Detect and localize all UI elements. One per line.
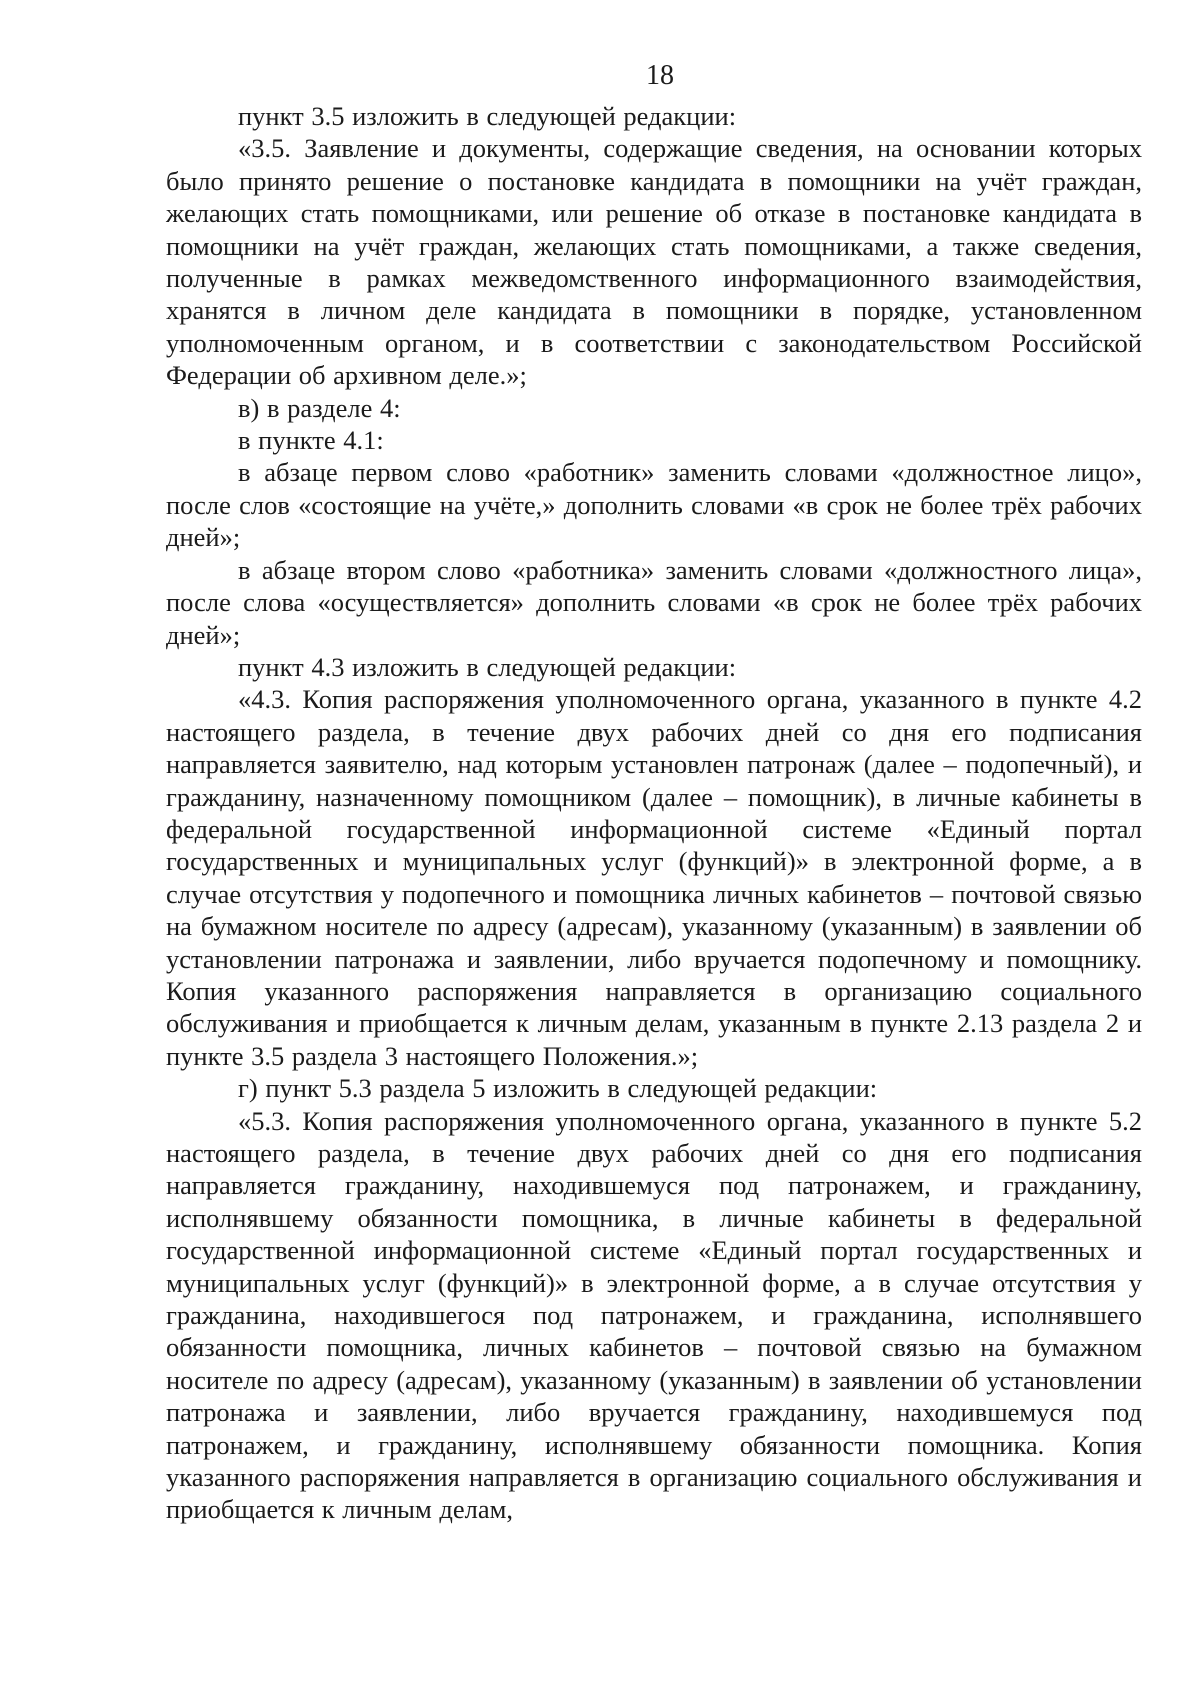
paragraph-item-5-3-intro: г) пункт 5.3 раздела 5 изложить в следующей редакции: <box>238 1073 878 1104</box>
paragraph-item-4-1-second-abzac: в абзаце втором слово «работника» заменить словами «должностного лица», после слова «осуществляется» дополнить словами «в срок не более трёх рабочих дней»; <box>166 554 1142 650</box>
paragraph-item-3-5-text: «3.5. Заявление и документы, содержащие сведения, на основании которых было принято решение о постановке кандидата в помощники на учёт граждан, желающих стать помощниками, или решение об отказе в постановке кандидата в помощники на учёт граждан, желающих стать помощниками, а также сведения, полученные в рамках межведомственного информационного взаимодействия, хранятся в личном деле кандидата в помощники в порядке, установленном уполномоченным органом, и в соответствии с законодательством Российской Федерации об архивном деле.»; <box>166 133 1142 391</box>
page-number: 18 <box>646 60 674 91</box>
paragraph-item-4-1-first-abzac: в абзаце первом слово «работник» заменить словами «должностное лицо», после слов «состоящие на учёте,» дополнить словами «в срок не более трёх рабочих дней»; <box>166 457 1142 553</box>
paragraph-item-5-3-text: «5.3. Копия распоряжения уполномоченного органа, указанного в пункте 5.2 настоящего раздела, в течение двух рабочих дней со дня его подписания направляется гражданину, находившемуся под патронажем, и гражданину, исполнявшему обязанности помощника, в личные кабинеты в федеральной государственной информационной системе «Единый портал государственных и муниципальных услуг (функций)» в электронной форме, а в случае отсутствия у гражданина, находившегося под патронажем, и гражданина, исполнявшего обязанности помощника, личных кабинетов – почтовой связью на бумажном носителе по адресу (адресам), указанному (указанным) в заявлении об установлении патронажа и заявлении, либо вручается гражданину, находившемуся под патронажем, и гражданину, исполнявшему обязанности помощника. Копия указанного распоряжения направляется в организацию социального обслуживания и приобщается к личным делам, <box>166 1105 1142 1525</box>
paragraph-item-4-3-intro: пункт 4.3 изложить в следующей редакции: <box>238 651 737 682</box>
paragraph-item-3-5-intro: пункт 3.5 изложить в следующей редакции: <box>238 101 737 131</box>
document-body <box>166 100 1142 1526</box>
paragraph-item-4-1-heading: в пункте 4.1: <box>238 425 384 456</box>
paragraph-section-4-heading: в) в разделе 4: <box>238 392 401 423</box>
paragraph-item-4-3-text: «4.3. Копия распоряжения уполномоченного органа, указанного в пункте 4.2 настоящего раздела, в течение двух рабочих дней со дня его подписания направляется заявителю, над которым установлен патронаж (далее – подопечный), и гражданину, назначенному помощником (далее – помощник), в личные кабинеты в федеральной государственной информационной системе «Единый портал государственных и муниципальных услуг (функций)» в электронной форме, а в случае отсутствия у подопечного и помощника личных кабинетов – почтовой связью на бумажном носителе по адресу (адресам), указанному (указанным) в заявлении об установлении патронажа и заявлении, либо вручается подопечному и помощнику. Копия указанного распоряжения направляется в организацию социального обслуживания и приобщается к личным делам, указанным в пункте 2.13 раздела 2 и пункте 3.5 раздела 3 настоящего Положения.»; <box>166 684 1142 1071</box>
